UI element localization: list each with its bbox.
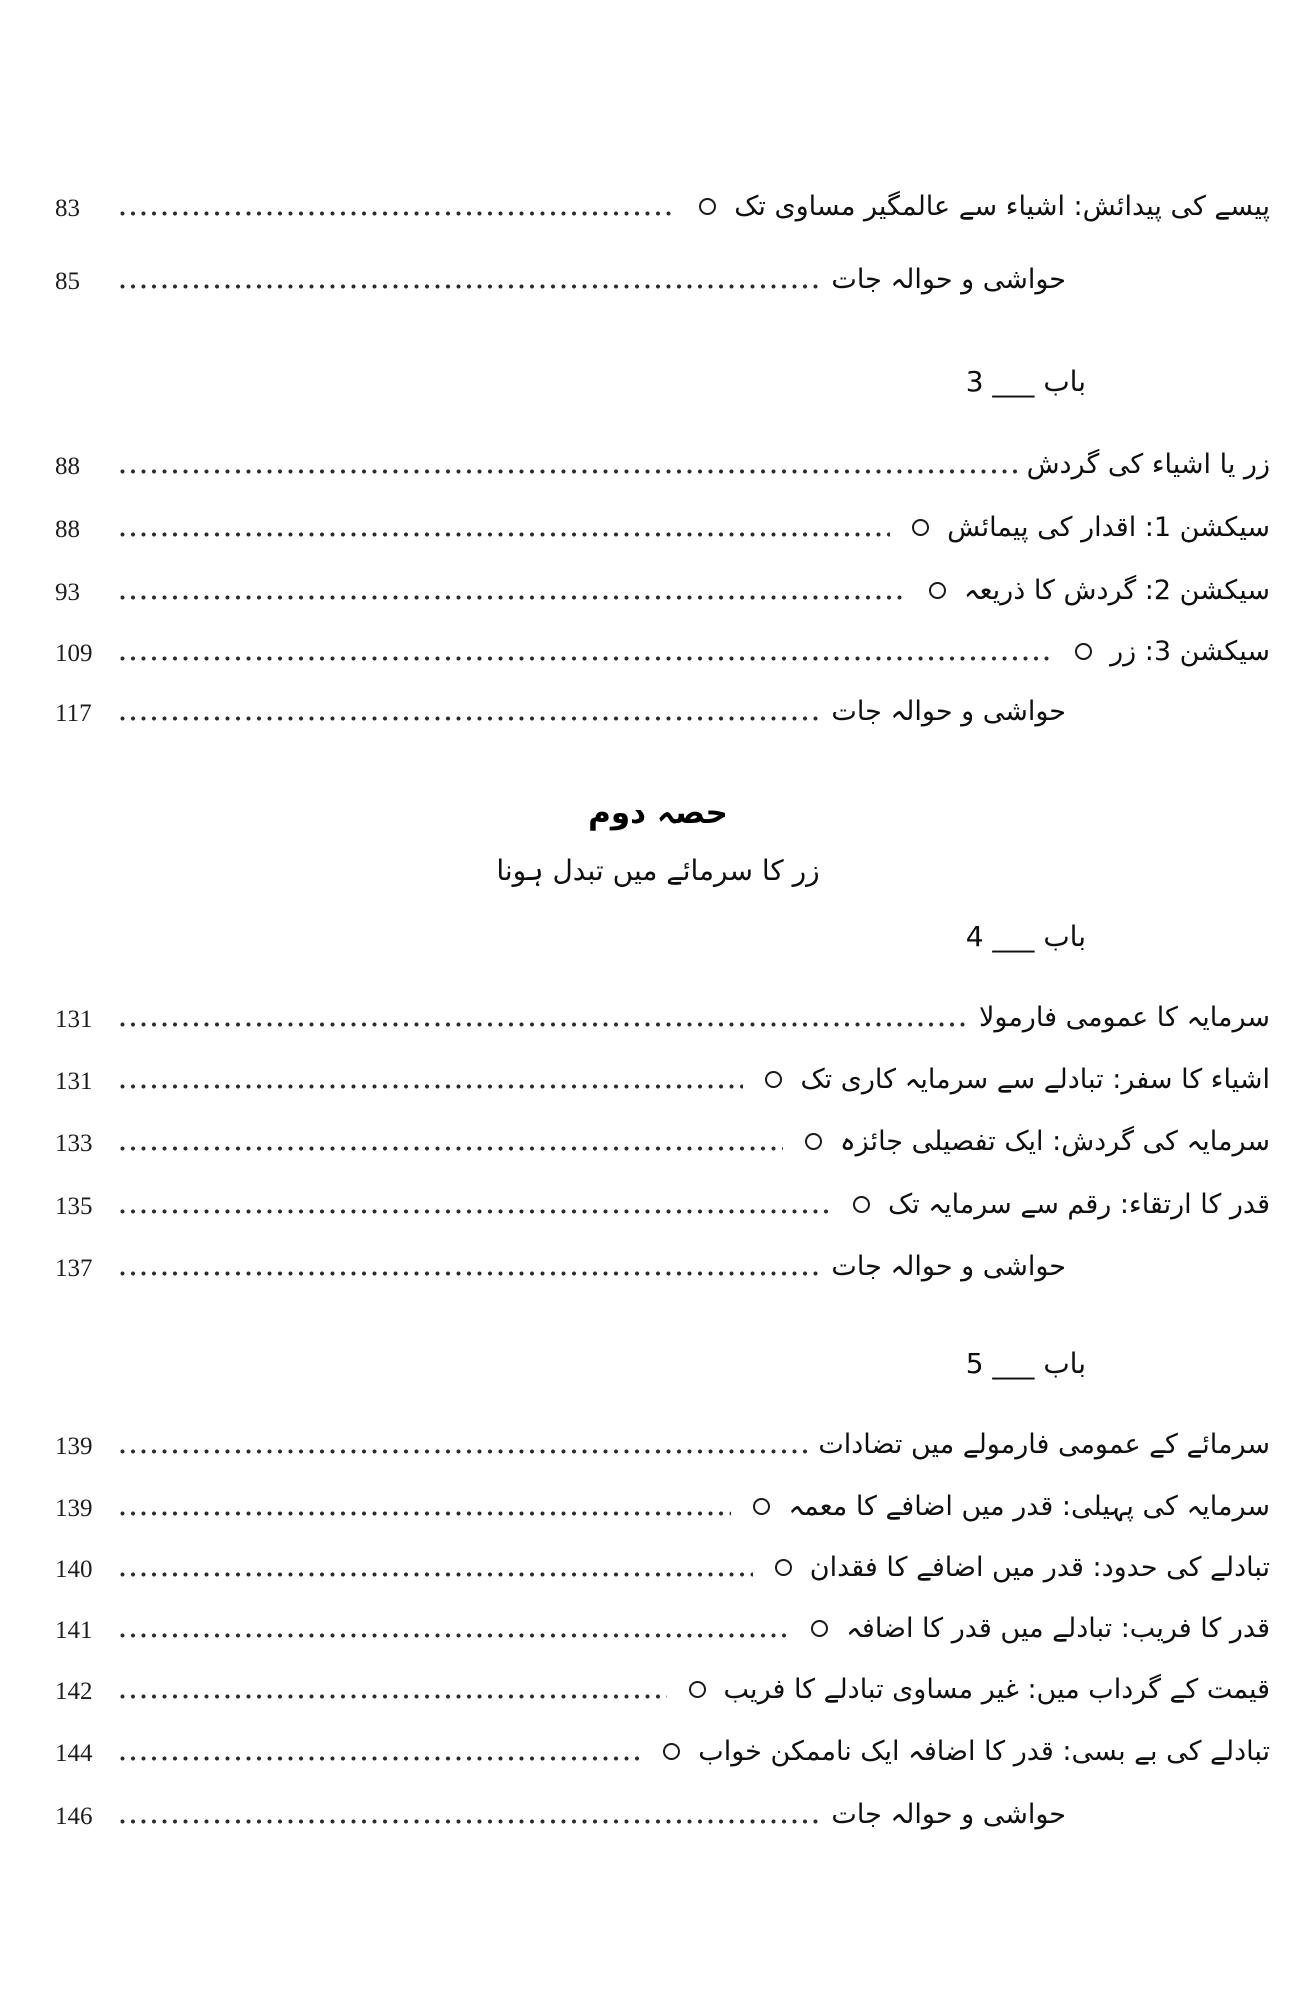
- dot-leader: [119, 283, 821, 290]
- toc-entry: [55, 1163, 1270, 1229]
- dot-leader: [119, 531, 890, 538]
- entry-title: پیسے کی پیدائش: اشیاء سے عالمگیر مساوی تک: [734, 190, 1270, 222]
- entry-title: سرمایہ کی گردش: ایک تفصیلی جائزہ: [839, 1125, 1270, 1157]
- dot-leader: [119, 655, 1053, 662]
- entry-title: حواشی و حوالہ جات: [831, 1250, 1066, 1282]
- toc-entry: [55, 1100, 1270, 1166]
- page-number: 142: [55, 1678, 93, 1705]
- page-number: 131: [55, 1068, 93, 1095]
- entry-title: اشیاء کا سفر: تبادلے سے سرمایہ کاری تک: [800, 1063, 1270, 1095]
- toc-entry: [55, 423, 1270, 489]
- dot-leader: [119, 1571, 753, 1578]
- page-number: 139: [55, 1495, 93, 1522]
- entry-title: قدر کا فریب: تبادلے میں قدر کا اضافہ: [846, 1612, 1270, 1644]
- toc-entry: [55, 1526, 1270, 1592]
- entry-title: تبادلے کی بے بسی: قدر کا اضافہ ایک ناممکن خواب: [698, 1735, 1270, 1767]
- toc-entry: [55, 1403, 1270, 1469]
- dot-leader: [119, 1818, 821, 1825]
- bullet-circle-icon: [912, 519, 929, 536]
- page-number: 139: [55, 1433, 93, 1460]
- toc-entry: [55, 670, 1066, 736]
- chapter-heading: باب ___ 4: [965, 920, 1086, 953]
- chapter-heading: باب ___ 5: [965, 1347, 1086, 1380]
- dot-leader: [119, 594, 907, 601]
- toc-entry: [55, 486, 1270, 552]
- page-number: 88: [55, 516, 80, 543]
- dot-leader: [119, 715, 821, 722]
- entry-title: حواشی و حوالہ جات: [831, 1798, 1066, 1830]
- page-number: 135: [55, 1193, 93, 1220]
- entry-title: سرمائے کے عمومی فارمولے میں تضادات: [818, 1428, 1270, 1460]
- toc-entry: [55, 1225, 1066, 1291]
- bullet-circle-icon: [765, 1071, 782, 1088]
- toc-entry: [55, 1648, 1270, 1714]
- page-number: 141: [55, 1617, 93, 1644]
- bullet-circle-icon: [753, 1498, 770, 1515]
- dot-leader: [119, 468, 1017, 475]
- dot-leader: [119, 1270, 821, 1277]
- toc-entry: [55, 238, 1066, 304]
- bullet-circle-icon: [699, 198, 716, 215]
- bullet-circle-icon: [811, 1620, 828, 1637]
- toc-entry: [55, 165, 1270, 231]
- entry-title: سیکشن 3: زر: [1110, 635, 1270, 667]
- entry-title: زر یا اشیاء کی گردش: [1026, 448, 1270, 480]
- dot-leader: [119, 1693, 667, 1700]
- page-number: 137: [55, 1255, 93, 1282]
- entry-title: سیکشن 1: اقدار کی پیمائش: [947, 511, 1270, 543]
- dot-leader: [119, 1145, 783, 1152]
- page-number: 144: [55, 1740, 93, 1767]
- chapter-heading: باب ___ 3: [965, 365, 1086, 398]
- bullet-circle-icon: [929, 582, 946, 599]
- bullet-circle-icon: [775, 1559, 792, 1576]
- page-number: 83: [55, 195, 80, 222]
- entry-title: تبادلے کی حدود: قدر میں اضافے کا فقدان: [809, 1551, 1270, 1583]
- dot-leader: [119, 1083, 743, 1090]
- dot-leader: [119, 1208, 831, 1215]
- dot-leader: [119, 1021, 969, 1028]
- part-subtitle: زر کا سرمائے میں تبدل ہونا: [496, 854, 820, 887]
- dot-leader: [119, 1755, 641, 1762]
- toc-entry: [55, 1773, 1066, 1839]
- bullet-circle-icon: [1075, 643, 1092, 660]
- entry-title: قدر کا ارتقاء: رقم سے سرمایہ تک: [887, 1188, 1270, 1220]
- page-number: 117: [55, 700, 92, 727]
- dot-leader: [119, 1632, 789, 1639]
- toc-entry: [55, 610, 1270, 676]
- dot-leader: [119, 1510, 731, 1517]
- dot-leader: [119, 210, 677, 217]
- entry-title: حواشی و حوالہ جات: [831, 263, 1066, 295]
- page-number: 133: [55, 1130, 93, 1157]
- page-number: 146: [55, 1803, 93, 1830]
- page-number: 109: [55, 640, 93, 667]
- page-number: 131: [55, 1006, 93, 1033]
- entry-title: حواشی و حوالہ جات: [831, 695, 1066, 727]
- toc-entry: [55, 1710, 1270, 1776]
- entry-title: سیکشن 2: گردش کا ذریعہ: [963, 574, 1270, 606]
- toc-entry: [55, 976, 1270, 1042]
- part-title: حصہ دوم: [588, 795, 728, 831]
- bullet-circle-icon: [689, 1681, 706, 1698]
- bullet-circle-icon: [853, 1196, 870, 1213]
- page-number: 88: [55, 453, 80, 480]
- toc-entry: [55, 1038, 1270, 1104]
- entry-title: سرمایہ کی پہیلی: قدر میں اضافے کا معمہ: [788, 1490, 1270, 1522]
- entry-title: قیمت کے گرداب میں: غیر مساوی تبادلے کا فریب: [723, 1673, 1270, 1705]
- entry-title: سرمایہ کا عمومی فارمولا: [979, 1001, 1270, 1033]
- bullet-circle-icon: [663, 1743, 680, 1760]
- dot-leader: [119, 1448, 808, 1455]
- page-number: 85: [55, 268, 80, 295]
- toc-entry: [55, 549, 1270, 615]
- page-number: 140: [55, 1556, 93, 1583]
- page-number: 93: [55, 579, 80, 606]
- bullet-circle-icon: [805, 1133, 822, 1150]
- toc-entry: [55, 1587, 1270, 1653]
- toc-entry: [55, 1465, 1270, 1531]
